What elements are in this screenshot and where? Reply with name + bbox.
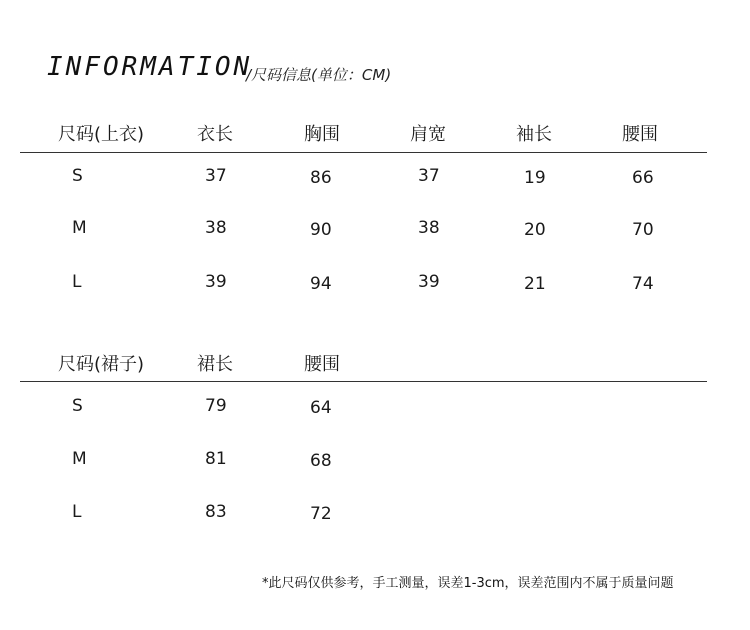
header-size-top: 尺码(上衣) [58, 124, 145, 145]
size-cell: S [72, 166, 83, 186]
table-row [0, 272, 750, 302]
header-size-skirt: 尺码(裙子) [58, 354, 145, 375]
value-cell: 39 [418, 272, 440, 292]
value-cell: 74 [632, 274, 654, 294]
header-waist: 腰围 [622, 124, 658, 145]
value-cell: 90 [310, 220, 332, 240]
value-cell: 86 [310, 168, 332, 188]
value-cell: 94 [310, 274, 332, 294]
footnote: *此尺码仅供参考，手工测量，误差1-3cm，误差范围内不属于质量问题 [262, 576, 674, 591]
top-table-header [0, 120, 750, 150]
title: INFORMATION [47, 52, 253, 82]
value-cell: 19 [524, 168, 546, 188]
value-cell: 72 [310, 504, 332, 524]
value-cell: 37 [205, 166, 227, 186]
value-cell: 83 [205, 502, 227, 522]
value-cell: 38 [205, 218, 227, 238]
size-cell: M [72, 218, 87, 238]
value-cell: 68 [310, 451, 332, 471]
value-cell: 21 [524, 274, 546, 294]
value-cell: 81 [205, 449, 227, 469]
value-cell: 70 [632, 220, 654, 240]
header-skirt-length: 裙长 [197, 354, 233, 375]
header-skirt-waist: 腰围 [304, 354, 340, 375]
value-cell: 64 [310, 398, 332, 418]
value-cell: 66 [632, 168, 654, 188]
size-cell: L [72, 272, 82, 292]
table-row [0, 502, 750, 532]
table-row [0, 218, 750, 248]
value-cell: 39 [205, 272, 227, 292]
table-row [0, 166, 750, 196]
value-cell: 20 [524, 220, 546, 240]
header-length: 衣长 [197, 124, 233, 145]
table-row [0, 449, 750, 479]
value-cell: 37 [418, 166, 440, 186]
size-cell: L [72, 502, 82, 522]
size-cell: S [72, 396, 83, 416]
skirt-table-header [0, 350, 750, 380]
header-shoulder: 肩宽 [410, 124, 446, 145]
subtitle: /尺码信息(单位：CM) [246, 66, 392, 84]
skirt-table-rule [20, 381, 707, 382]
size-cell: M [72, 449, 87, 469]
header-sleeve: 袖长 [516, 124, 552, 145]
table-row [0, 396, 750, 426]
header-chest: 胸围 [304, 124, 340, 145]
value-cell: 79 [205, 396, 227, 416]
value-cell: 38 [418, 218, 440, 238]
top-table-rule [20, 152, 707, 153]
